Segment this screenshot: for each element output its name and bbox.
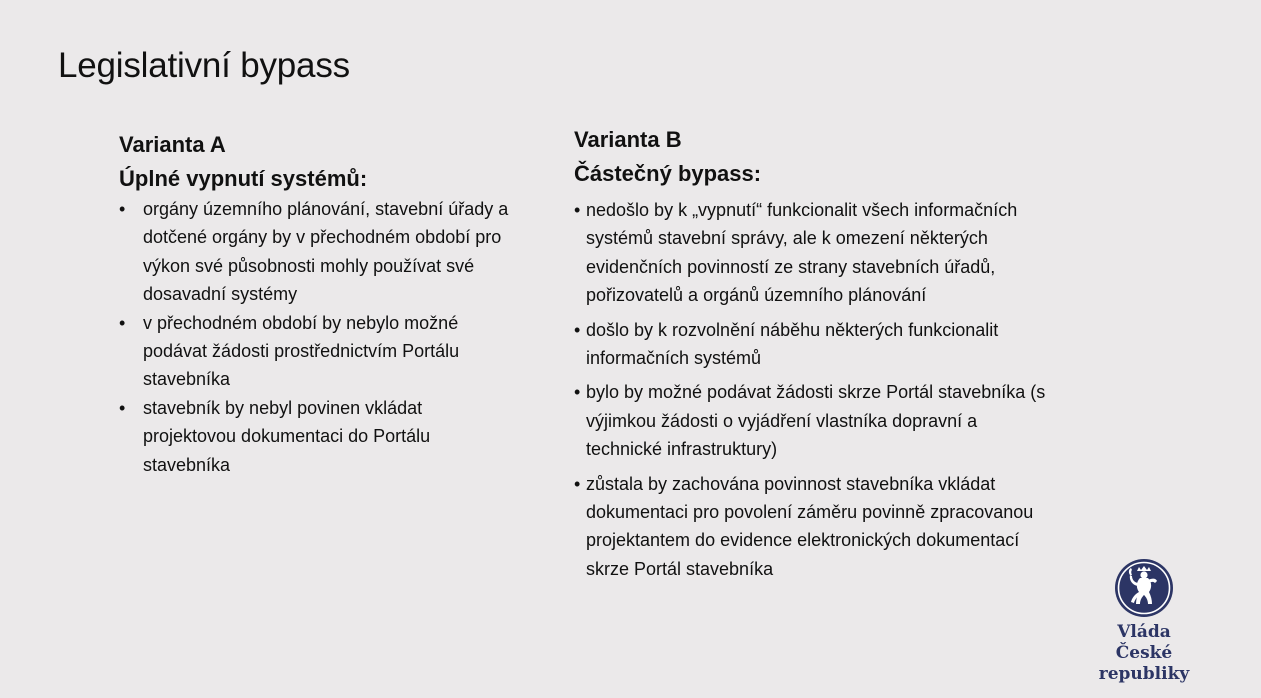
list-item-text: došlo by k rozvolnění náběhu některých funkcionalit informačních systémů xyxy=(586,319,999,369)
list-item xyxy=(574,316,1054,373)
bullet-icon: • xyxy=(119,397,126,418)
list-item xyxy=(574,470,1054,584)
logo-line-2: České republiky xyxy=(1098,643,1190,684)
variant-a-column xyxy=(119,128,519,479)
list-item xyxy=(119,195,519,309)
list-item-text: zůstala by zachována povinnost stavebníka vkládat dokumentaci pro povolení záměru povinně zpracovanou projektantem do evidence elektronických dokumentací skrze Portál stavebníka xyxy=(586,473,1034,579)
variant-a-list xyxy=(119,195,519,479)
list-item-text: v přechodném období by nebylo možné podávat žádosti prostřednictvím Portálu stavebníka xyxy=(143,312,460,390)
variant-b-list xyxy=(574,196,1054,583)
bullet-icon: • xyxy=(119,312,126,333)
variant-b-column xyxy=(574,123,1054,589)
variant-b-label: Varianta B xyxy=(574,127,682,152)
list-item-text: nedošlo by k „vypnutí“ funkcionalit všech informačních systémů stavební správy, ale k omezení některých evidenčních povinností ze strany stavebních úřadů, pořizovatelů a orgánů územního plánování xyxy=(586,200,1018,306)
bullet-icon: • xyxy=(574,319,581,340)
bullet-icon: • xyxy=(119,199,126,219)
list-item-text: bylo by možné podávat žádosti skrze Portál stavebníka (s výjimkou žádosti o vyjádření vlastníka dopravní a technické infrastruktury) xyxy=(586,382,1046,460)
list-item xyxy=(119,309,519,394)
bullet-icon: • xyxy=(574,473,581,494)
bullet-icon: • xyxy=(574,382,581,403)
variant-a-heading: Úplné vypnutí systémů: xyxy=(119,166,368,191)
list-item xyxy=(119,394,519,479)
list-item-text: stavebník by nebyl povinen vkládat projektovou dokumentaci do Portálu stavebníka xyxy=(143,397,431,475)
variant-a-label: Varianta A xyxy=(119,132,226,157)
variant-b-heading: Částečný bypass: xyxy=(574,161,762,186)
logo-line-1: Vláda xyxy=(1117,622,1171,642)
list-item-text: orgány územního plánování, stavební úřady a dotčené orgány by v přechodném období pro výkon své působnosti mohly používat své dosavadní systémy xyxy=(143,199,509,305)
government-logo xyxy=(1070,558,1218,685)
list-item xyxy=(574,196,1054,310)
list-item xyxy=(574,378,1054,463)
slide-title: Legislativní bypass xyxy=(58,46,350,85)
bullet-icon: • xyxy=(574,200,581,220)
czech-lion-emblem-icon xyxy=(1114,558,1174,618)
